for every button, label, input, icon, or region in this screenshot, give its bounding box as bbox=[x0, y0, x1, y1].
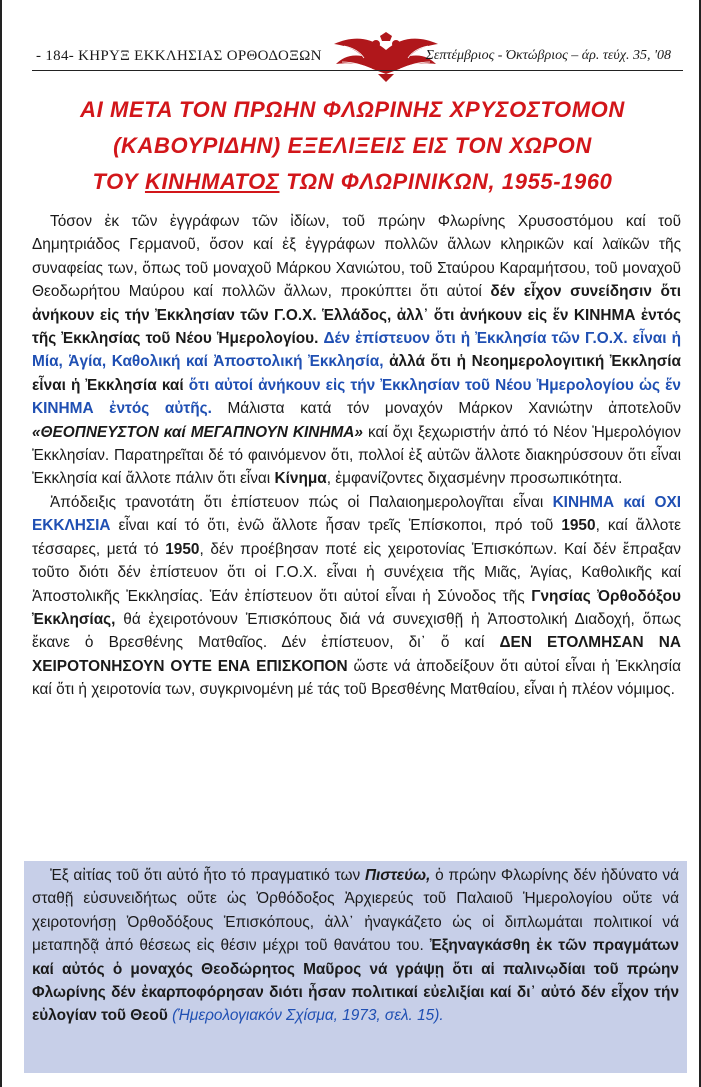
issue-info: Σεπτέμβριος - Όκτώβριος – άρ. τεύχ. 35, '08 bbox=[425, 48, 671, 63]
p1-text-k: , ἐμφανίζοντες διχασμένην προσωπικότητα. bbox=[326, 470, 623, 488]
p3-text-a: Ἐξ αἰτίας τοῦ ὅτι αὐτό ἦτο τό πραγματικό των bbox=[50, 867, 365, 884]
journal-name: ΚΗΡΥΞ ΕΚΚΛΗΣΙΑΣ ΟΡΘΟΔΟΞΩΝ bbox=[78, 48, 322, 64]
paragraph-3 bbox=[32, 864, 679, 1028]
p1-blue-a: Δέν ἐπίστευον ὅτι ἡ Ἐκκλησία τῶν Γ.Ο.Χ. εἶναι ἡ Μία, Ἁγία, Καθολική καί Ἀποστολική Ἐκκλησία, bbox=[32, 330, 682, 371]
p2-text-g: , δέν προέβησαν ποτέ εἰς χειροτονίας Ἐπισκόπων. Καί δέν ἔπραξαν τοῦτο διότι δέν ἐπίστευον ὅτι οἱ Γ.Ο.Χ. εἶναι ἡ συνέχεια τῆς Μιᾶς, Ἁγίας, Καθολικῆς καί Ἀποστολικῆς Ἐκκλησίας. Ἐάν ἐπίστευον ὅτι αὐτοί εἶναι ἡ Σύνοδος τῆς bbox=[32, 540, 681, 605]
p1-text-a: Τόσον ἐκ τῶν ἐγγράφων τῶν ἰδίων, τοῦ πρώην Φλωρίνης Χρυσοστόμου καί τοῦ Δημητριάδος Γερμανοῦ, ὅσον καί ἐξ ἐγγράφων πολλῶν ἄλλων κληρικῶν καί λαϊκῶν τῆς συναφείας των, ὅπως τοῦ μοναχοῦ Μάρκου Χανιώτου, τοῦ Σταύρου Καραμήτσου, τοῦ μοναχοῦ Θεοδωρήτου Μαύρου καί πολλῶν ἄλλων, προκύπτει ὅτι αὐτοί bbox=[32, 213, 681, 301]
title-line-3 bbox=[26, 164, 679, 200]
p1-blue-b: ὅτι αὐτοί ἀνήκουν εἰς τήν Ἐκκλησίαν τοῦ Νέου Ἡμερολογίου ὡς ἕν ΚΙΝΗΜΑ ἐντός αὐτῆς. bbox=[32, 376, 681, 418]
title-line-3-start: ΤΟΥ bbox=[92, 169, 145, 194]
p1-bold-b: ἀλλά ὅτι ἡ Νεοημερολογιτική Ἐκκλησία εἶναι ἡ Ἐκκλησία καί bbox=[32, 353, 681, 394]
p2-text-a: Ἀπόδειξις τρανοτάτη ὅτι ἐπίστευον πώς οἱ Παλαιοημερολογῖται εἶναι bbox=[50, 493, 553, 511]
p1-text-i: καί ὄχι ξεχωριστήν ἀπό τό Νέον Ἡμερολόγιον Ἐκκλησίαν. Παρατηρεῖται δέ τό φαινόμενον ὅτι, πολλοί ἐξ αὐτῶν ἄλλοτε διακηρύσσουν ὅτι εἶναι Ἐκκλησία καί ἄλλοτε πάλιν ὅτι εἶναι bbox=[32, 423, 681, 488]
header-rule bbox=[32, 70, 683, 71]
p2-bold-caps: ΔΕΝ ΕΤΟΛΜΗΣΑΝ ΝΑ ΧΕΙΡΟΤΟΝΗΣΟΥΝ ΟΥΤΕ ΕΝΑ ΕΠΙΣΚΟΠΟΝ bbox=[32, 634, 681, 675]
header-left bbox=[36, 48, 322, 65]
page-header bbox=[10, 38, 691, 78]
highlighted-paragraph bbox=[32, 864, 679, 1028]
title-line-2: (ΚΑΒΟΥΡΙΔΗΝ) ΕΞΕΛΙΞΕΙΣ ΕΙΣ ΤΟΝ ΧΩΡΟΝ bbox=[113, 133, 592, 158]
p2-text-e: , καί ἄλλοτε τέσσαρες, μετά τό bbox=[32, 517, 682, 558]
p2-bold-church: Γνησίας Ὀρθοδόξου Ἐκκλησίας, bbox=[32, 587, 682, 628]
p2-text-c: εἶναι καί τό ὅτι, ἐνῶ ἄλλοτε ἦσαν τρεῖς Ἐπίσκοποι, πρό τοῦ bbox=[110, 517, 562, 535]
article-title bbox=[26, 92, 679, 200]
p2-year-1: 1950 bbox=[561, 517, 596, 535]
p1-bold-a: δέν εἶχον συνείδησιν ὅτι ἀνήκουν εἰς τήν Ἐκκλησίαν τῶν Γ.Ο.Χ. Ἑλλάδος, ἀλλ᾽ ὅτι ἀνήκουν εἰς ἕν ΚΙΝΗΜΑ ἐντός τῆς Ἐκκλησίας τοῦ Νέου Ἡμερολογίου. bbox=[32, 283, 682, 348]
title-line-1: ΑΙ ΜΕΤΑ ΤΟΝ ΠΡΩΗΝ ΦΛΩΡΙΝΗΣ ΧΡΥΣΟΣΤΟΜΟΝ bbox=[80, 97, 625, 122]
p3-pistevo: Πιστεύω, bbox=[364, 867, 431, 884]
p2-year-2: 1950 bbox=[165, 540, 200, 558]
p1-bold-kinima: Κίνημα bbox=[274, 470, 327, 488]
p1-quote: «ΘΕΟΠΝΕΥΣΤΟΝ καί ΜΕΓΑΠΝΟΥΝ ΚΙΝΗΜΑ» bbox=[32, 423, 363, 441]
p1-text-g: Μάλιστα κατά τόν μοναχόν Μάρκον Χανιώτην ἀποτελοῦν bbox=[211, 400, 681, 418]
p3-bold: Ἐξηναγκάσθη ἐκ τῶν πραγμάτων καί αὐτός ὁ μοναχός Θεοδώρητος Μαῦρος νά γράψῃ ὅτι αἱ παλινῳδίαι τοῦ πρώην Φλωρίνης δέν ἐκαρποφόρησαν διότι ἦσαν πολιτικαί εὐελιξίαι καί δι᾽ αὐτό δέν εἶχον τήν εὐλογίαν τοῦ Θεοῦ bbox=[32, 937, 679, 1025]
p2-blue: ΚΙΝΗΜΑ καί ΟΧΙ ΕΚΚΛΗΣΙΑ bbox=[32, 493, 681, 535]
p3-text-c: ὁ πρώην Φλωρίνης δέν ἠδύνατο νά σταθῇ εὐσυνειδήτως οὔτε ὡς Ὀρθόδοξος Ἀρχιερεύς τοῦ Παλαιοῦ Ἡμερολογίου οὔτε νά χειροτονήσῃ Ὀρθοδόξους Ἐπισκόπους, ἀλλ᾽ ἠναγκάζετο ὡς οἱ διπλωμάται πολιτικοί νά μεταπηδᾷ ἀπό θέσεως εἰς θέσιν μέχρι τοῦ θανάτου του. bbox=[32, 867, 679, 955]
p2-text-k: ὥστε νά ἀποδείξουν ὅτι αὐτοί εἶναι ἡ Ἐκκλησία καί ὅτι ἡ χειροτονία των, συγκρινομένη μέ τάς τοῦ Βρεσθένης Ματθαίου, εἶναι ἡ πλέον νόμιμος. bbox=[32, 657, 681, 699]
title-line-3-end: ΤΩΝ ΦΛΩΡΙΝΙΚΩΝ, 1955-1960 bbox=[279, 169, 613, 194]
paragraph-2 bbox=[32, 491, 681, 702]
p3-citation: (Ἡμερολογιακόν Σχίσμα, 1973, σελ. 15). bbox=[172, 1007, 444, 1025]
p2-text-i: θά ἐχειροτόνουν Ἐπισκόπους διά νά συνεχισθῇ ἡ Ἀποστολική Διαδοχή, ὅπως ἔκανε ὁ Βρεσθένης Ματθαῖος. Δέν ἐπίστευον, δι᾽ ὅ καί bbox=[32, 610, 681, 652]
article-body bbox=[32, 210, 681, 702]
page-number: - 184- bbox=[36, 48, 75, 64]
title-underlined-word: ΚΙΝΗΜΑΤΟΣ bbox=[144, 169, 280, 194]
paragraph-1 bbox=[32, 210, 681, 491]
